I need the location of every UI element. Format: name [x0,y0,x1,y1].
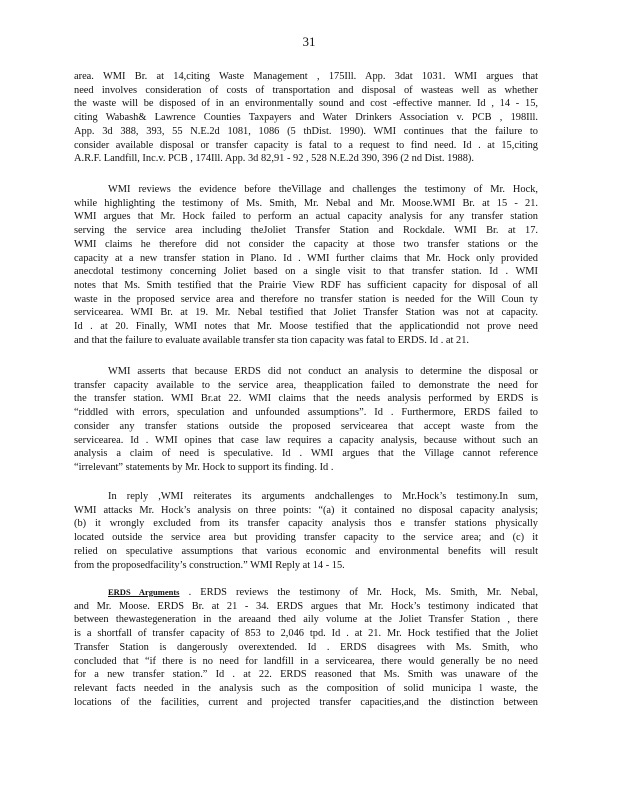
text-line: transfer capacity available to the service area, theapplication failed to demonstrate the need for [74,379,538,391]
text-line: located outside the service area but providing transfer capacity to the service area; and (c) it [74,532,538,544]
paragraph-wmi-assertions [74,365,538,475]
text-line: consider any transfer stations outside the proposed servicearea that accept waste from the [74,420,538,432]
text-line [74,586,538,600]
text-line: and that the failure to evaluate available transfer sta tion capacity was fatal to ERDS. Id . at 21. [74,334,469,346]
text-line: waste in the proposed service area and therefore no transfer station is needed for the Will Coun ty [74,293,538,305]
paragraph-wmi-reply [74,490,538,572]
text-line: “riddled with errors, speculation and unfounded assumptions”. Id . Furthermore, ERDS failed to [74,407,538,419]
text-line: while highlighting the testimony of Ms. Smith, Mr. Nebal and Mr. Moose.WMI Br. at 15 - 21. [74,197,538,209]
text-line: the transfer station. WMI Br.at 22. WMI claims that the needs analysis performed by ERDS is [74,393,538,405]
text-line: App. 3d 388, 393, 55 N.E.2d 1081, 1086 (5 thDist. 1990). WMI continues that the failure to [74,125,538,137]
text-line: between thewastegeneration in the areaand thed aily volume at the Joliet Transfer Station , there [74,614,538,626]
text-line: capacity at a new transfer station in Plano. Id . WMI further claims that Mr. Hock only provided [74,252,538,264]
text-line: A.R.F. Landfill, Inc.v. PCB , 174Ill. App. 3d 82,91 - 92 , 528 N.E.2d 390, 396 (2 nd Dist. 1988). [74,153,474,165]
text-line: WMI reviews the evidence before theVillage and challenges the testimony of Mr. Hock, [108,184,538,195]
paragraph-wmi-evidence-review [74,183,538,347]
text-line: concluded that “if there is no need for landfill in a servicearea, there would generally be no need [74,655,538,667]
section-heading: ERDS Arguments [108,587,180,597]
text-line: area. WMI Br. at 14,citing Waste Management , 175Ill. App. 3dat 1031. WMI argues that [74,71,538,82]
text-line: serving the service area including theJoliet Transfer Station and Rockdale. WMI Br. at 17. [74,225,538,237]
text-line: WMI asserts that because ERDS did not conduct an analysis to determine the disposal or [108,366,538,377]
text-fragment: . ERDS reviews the testimony of Mr. Hock, Ms. Smith, Mr. Nebal, [188,587,538,598]
text-line: and Mr. Moose. ERDS Br. at 21 - 34. ERDS argues that Mr. Hock’s testimony indicated that [74,600,538,612]
text-line: anecdotal testimony concerning Joliet based on a single visit to that transfer station. Id . WMI [74,266,538,278]
text-line: Id . at 20. Finally, WMI notes that Mr. Moose testified that the applicationdid not prove need [74,321,538,333]
text-line: servicearea. WMI Br. at 19. Mr. Nebal testified that Joliet Transfer Station was not at capacity. [74,307,538,319]
page-number: 31 [302,34,316,49]
text-line: relevant facts needed in the analysis such as the composition of solid municipa l waste, the [74,682,538,694]
text-line: locations of the facilities, current and projected transfer capacities,and the distinction between [74,696,538,708]
text-line: WMI attacks Mr. Hock’s analysis on three points: “(a) it contained no disposal capacity analysis; [74,504,538,516]
text-line: the waste will be disposed of in an environmentally sound and cost -effective manner. Id , 14 - 15, [74,98,538,110]
text-line: is a shortfall of transfer capacity of 853 to 2,046 tpd. Id . at 21. Mr. Hock testified that the Joliet [74,628,538,640]
text-line: for a new transfer station.” Id . at 22. ERDS reasoned that Ms. Smith was unaware of the [74,669,538,681]
text-line: notes that Ms. Smith testified that the Prairie View RDF has sufficient capacity for disposal of all [74,279,538,291]
text-line: consider available disposal or transfer capacity is fatal to a request to find need. Id . at 15,citing [74,139,538,151]
text-line: servicearea. Id . WMI opines that case law requires a capacity analysis, because without such an [74,434,538,446]
text-line: citing Wabash& Lawrence Counties Taxpayers and Water Drinkers Association v. PCB , 198Ill. [74,112,538,124]
text-line: need involves consideration of costs of transportation and disposal of wasteas well as whether [74,84,538,96]
paragraph-wmi-need-argument [74,70,538,166]
paragraph-erds-arguments [74,586,538,709]
text-line: “irrelevant” statements by Mr. Hock to support its finding. Id . [74,461,334,473]
text-line: analysis a claim of need is speculative. Id . WMI argues that the Village cannot reference [74,448,538,460]
text-line: (b) it wrongly excluded from its transfer capacity analysis thos e transfer stations physically [74,518,538,530]
text-line: Transfer Station is dangerously overextended. Id . ERDS disagrees with Ms. Smith, who [74,641,538,653]
text-line: from the proposedfacility’s construction.” WMI Reply at 14 - 15. [74,559,345,571]
text-line: In reply ,WMI reiterates its arguments andchallenges to Mr.Hock’s testimony.In sum, [108,491,538,502]
text-line: WMI argues that Mr. Hock failed to perform an actual capacity analysis for any transfer station [74,211,538,223]
text-line: WMI claims he therefore did not consider the capacity at those two transfer stations or the [74,238,538,250]
text-line: relied on speculative assumptions that various economic and environmental benefits will result [74,545,538,557]
